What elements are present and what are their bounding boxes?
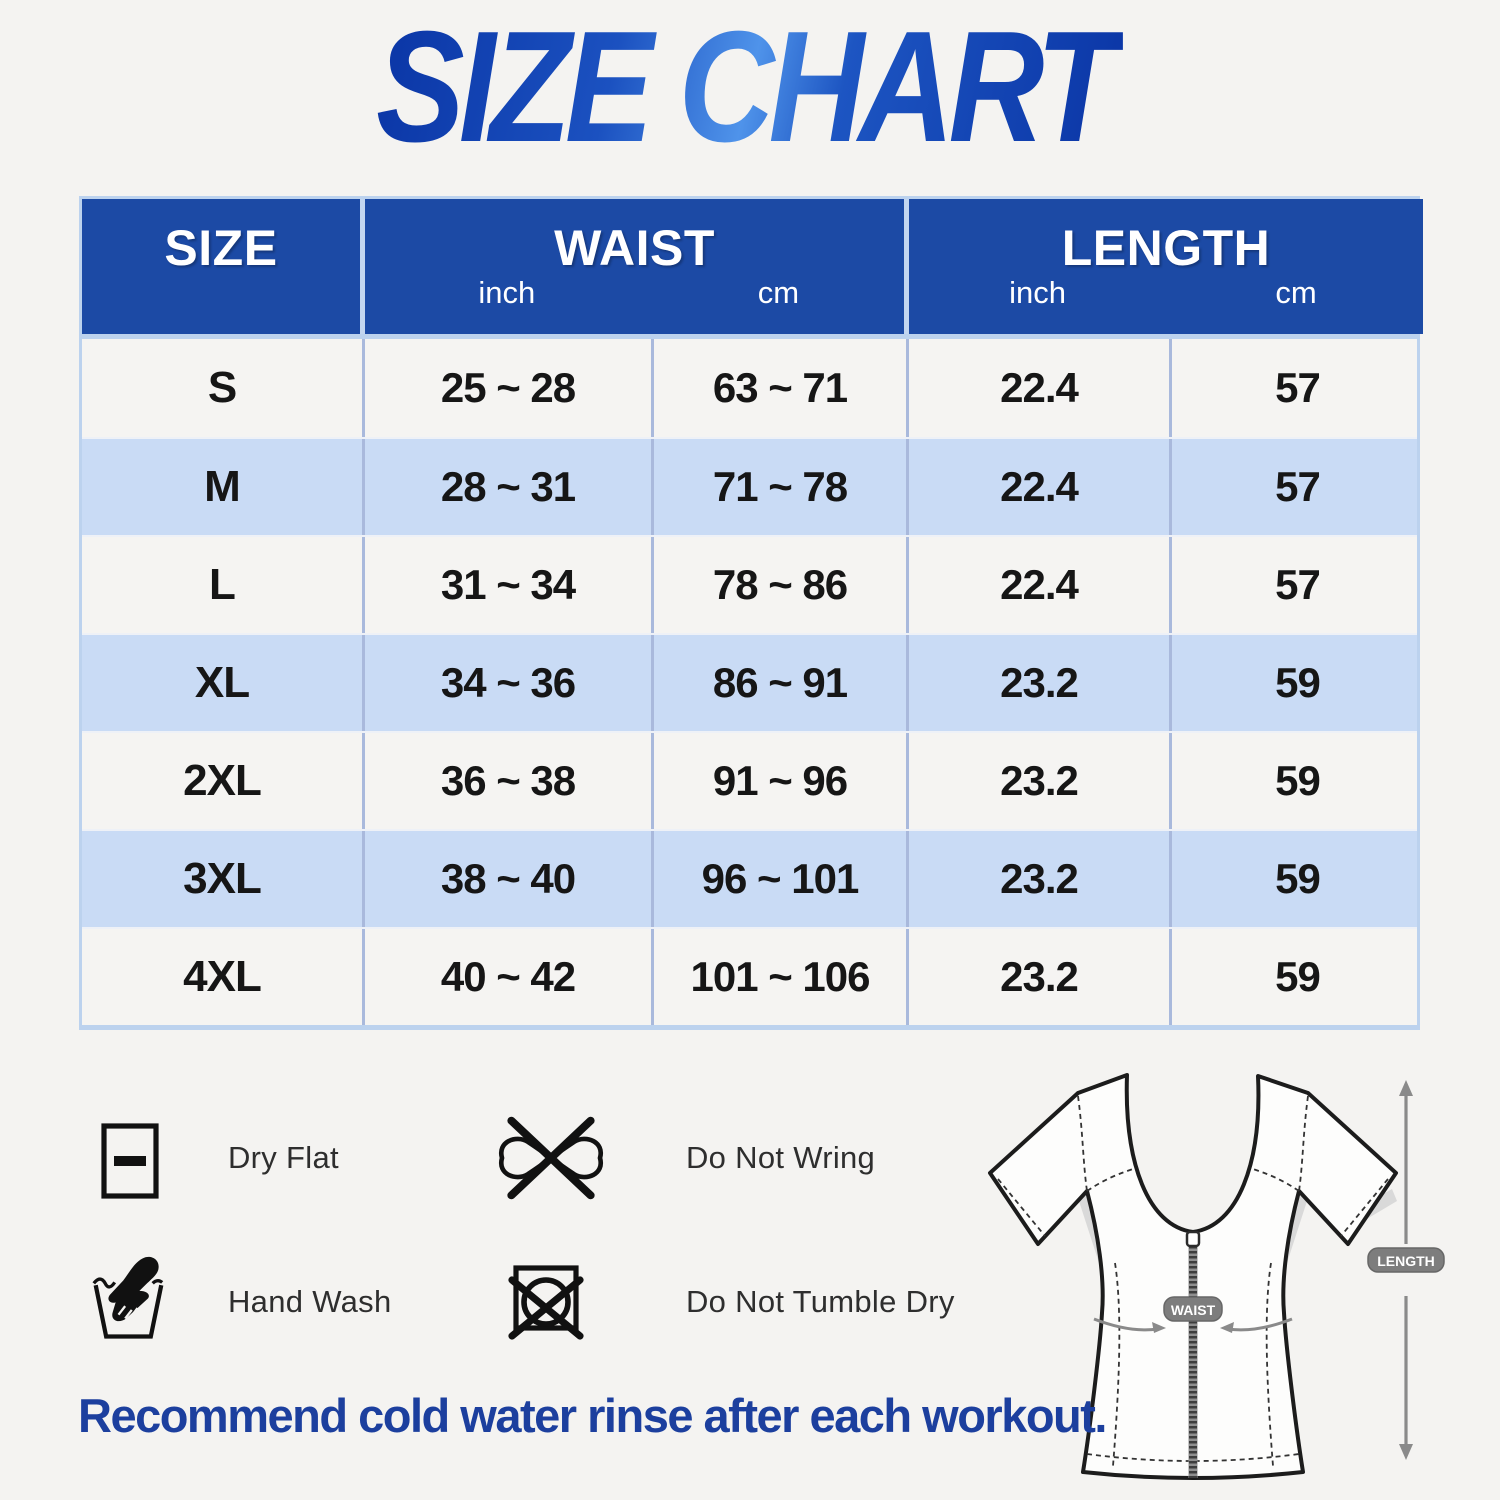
cell-waist-inch: 31 ~ 34: [362, 537, 651, 633]
cell-waist-inch: 34 ~ 36: [362, 635, 651, 731]
table-row: [82, 829, 1417, 927]
length-badge-label: LENGTH: [1377, 1253, 1435, 1269]
cell-length-cm: 57: [1169, 339, 1423, 437]
cell-length-cm: 59: [1169, 733, 1423, 829]
cell-size: XL: [194, 658, 250, 707]
cell-waist-cm: 63 ~ 71: [651, 339, 906, 437]
table-row: [82, 633, 1417, 731]
cell-size: L: [209, 560, 235, 609]
cell-waist-cm: 101 ~ 106: [651, 929, 906, 1025]
cell-waist-cm: 71 ~ 78: [651, 439, 906, 535]
header-waist-label: WAIST: [554, 220, 715, 276]
cell-length-inch: 22.4: [906, 537, 1169, 633]
footer-note: Recommend cold water rinse after each workout.: [78, 1389, 1106, 1442]
cell-waist-cm: 96 ~ 101: [651, 831, 906, 927]
cell-waist-inch: 38 ~ 40: [362, 831, 651, 927]
cell-length-inch: 23.2: [906, 929, 1169, 1025]
cell-size: M: [204, 462, 240, 511]
table-row: [82, 731, 1417, 829]
page-title: SIZE CHART: [377, 8, 1124, 166]
table-row: [82, 927, 1417, 1025]
size-table: [79, 196, 1420, 1030]
zipper: [1187, 1232, 1199, 1478]
length-unit-cm: cm: [1275, 275, 1317, 310]
size-table-header: [82, 199, 1417, 339]
header-length-block: [909, 199, 1423, 334]
cell-waist-inch: 40 ~ 42: [362, 929, 651, 1025]
cell-waist-cm: 91 ~ 96: [651, 733, 906, 829]
cell-length-inch: 23.2: [906, 635, 1169, 731]
cell-length-inch: 23.2: [906, 831, 1169, 927]
table-row: [82, 535, 1417, 633]
table-row: [82, 437, 1417, 535]
length-measure: [1368, 1080, 1444, 1460]
cell-size: S: [207, 363, 237, 412]
header-size-block: [82, 199, 360, 334]
cell-waist-inch: 25 ~ 28: [362, 339, 651, 437]
cell-waist-inch: 36 ~ 38: [362, 733, 651, 829]
cell-waist-cm: 86 ~ 91: [651, 635, 906, 731]
length-unit-inch: inch: [1009, 275, 1066, 310]
waist-unit-cm: cm: [757, 275, 800, 310]
header-waist-block: [365, 199, 904, 334]
header-length-label: LENGTH: [1061, 220, 1271, 276]
waist-unit-inch: inch: [478, 275, 536, 310]
size-table-body: [82, 339, 1417, 1025]
cell-waist-cm: 78 ~ 86: [651, 537, 906, 633]
cell-length-cm: 57: [1169, 439, 1423, 535]
cell-length-inch: 22.4: [906, 439, 1169, 535]
cell-length-inch: 22.4: [906, 339, 1169, 437]
do-not-tumble-dry-icon: [506, 1262, 586, 1346]
waist-badge-label: WAIST: [1170, 1302, 1216, 1318]
hand-wash-icon: [90, 1252, 166, 1346]
table-row: [82, 339, 1417, 437]
cell-length-cm: 59: [1169, 635, 1423, 731]
dry-flat-label: Dry Flat: [228, 1140, 339, 1175]
header-size-label: SIZE: [164, 220, 278, 276]
title-wrap: [0, 0, 1500, 175]
cell-length-inch: 23.2: [906, 733, 1169, 829]
cell-length-cm: 59: [1169, 831, 1423, 927]
do-not-wring-icon: [495, 1116, 607, 1200]
cell-length-cm: 57: [1169, 537, 1423, 633]
cell-size: 4XL: [183, 952, 261, 1001]
do-not-wring-label: Do Not Wring: [686, 1140, 876, 1175]
cell-length-cm: 59: [1169, 929, 1423, 1025]
cell-size: 3XL: [183, 854, 261, 903]
do-not-tumble-dry-label: Do Not Tumble Dry: [686, 1284, 955, 1319]
cell-waist-inch: 28 ~ 31: [362, 439, 651, 535]
cell-size: 2XL: [183, 756, 261, 805]
dry-flat-icon: [100, 1122, 160, 1200]
hand-wash-label: Hand Wash: [228, 1284, 392, 1319]
